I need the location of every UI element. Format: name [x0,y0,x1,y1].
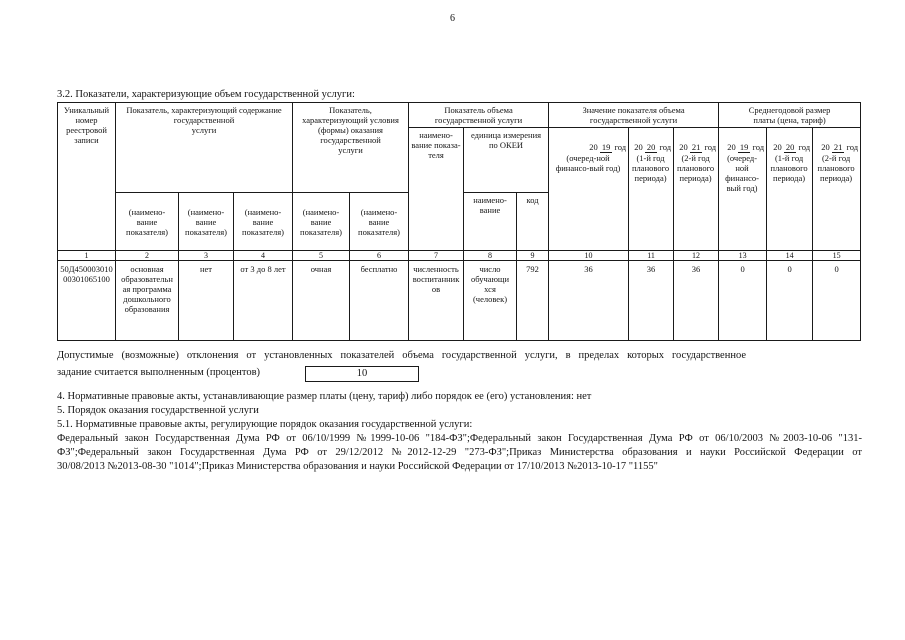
header-value-year-3 [674,128,719,251]
cell-value-year-2: 36 [629,261,674,341]
year-suffix: год [752,142,765,152]
page-number: 6 [450,13,455,24]
volume-indicators-table [57,102,861,341]
year-number: 19 [739,142,749,152]
year-number: 21 [833,142,843,152]
cell-unit-code: 792 [517,261,549,341]
year-number: 19 [601,142,611,152]
cell-value-year-3: 36 [674,261,719,341]
year-number: 21 [691,142,701,152]
year-label [720,142,764,153]
year-suffix: год [659,142,672,152]
header-value-year-2 [629,128,674,251]
cell-content-3: от 3 до 8 лет [234,261,293,341]
column-number: 11 [629,251,674,261]
year-suffix: год [704,142,717,152]
cell-fee-year-3: 0 [813,261,861,341]
column-number: 5 [293,251,350,261]
year-note: (1-й год планового периода) [770,153,808,183]
cell-volume-indicator: численность воспитанник ов [409,261,464,341]
header-conditions-indicator: Показатель, характеризующий условия (формы) оказания государственной услуги [293,103,409,193]
tolerance-value-box: 10 [305,366,419,382]
year-prefix: 20 [773,142,782,152]
year-suffix: год [846,142,859,152]
year-note: (очеред- ной финансо- вый год) [725,153,759,193]
laws-text-line-1: Федеральный закон Государственная Дума РФ от 06/10/1999 №1999-10-06 "184-ФЗ";Федеральный закон Государственная Дума РФ от 06/10/2003 №2003-10-06 "131- [57,433,862,444]
laws-text-line-3: 30/08/2013 №2013-08-30 "1014";Приказ Министерства образования и науки Российской Федерации от 17/10/2013 №2013-10-17 "1155" [57,461,658,472]
header-row-1 [58,103,861,128]
header-value-year-1 [549,128,629,251]
tolerance-text-line-2: задание считается выполненным (процентов) [57,367,261,378]
header-condition-name-1: (наимено- вание показателя) [293,193,350,251]
cell-value-year-1: 36 [549,261,629,341]
cell-fee-year-1: 0 [719,261,767,341]
header-okei-code: код [517,193,549,251]
column-number: 9 [517,251,549,261]
section-5-1-heading: 5.1. Нормативные правовые акты, регулирующие порядок оказания государственной услуги: [57,419,473,430]
year-number: 20 [646,142,656,152]
year-note: (1-й год планового периода) [632,153,670,183]
column-number: 3 [179,251,234,261]
header-volume-indicator: Показатель объема государственной услуги [409,103,549,128]
cell-fee-year-2: 0 [767,261,813,341]
cell-condition-2: бесплатно [350,261,409,341]
cell-content-2: нет [179,261,234,341]
header-fee-year-2 [767,128,813,251]
header-average-fee: Среднегодовой размер платы (цена, тариф) [719,103,861,128]
year-suffix: год [798,142,811,152]
cell-content-1: основная образовательн ая программа дошкольного образования [116,261,179,341]
year-prefix: 20 [727,142,736,152]
year-prefix: 20 [589,142,598,152]
year-label [814,142,858,153]
year-label [768,142,810,153]
header-okei-name: наимено- вание [464,193,517,251]
section-5-heading: 5. Порядок оказания государственной услуги [57,405,259,416]
year-prefix: 20 [634,142,643,152]
year-label [630,142,671,153]
column-number: 14 [767,251,813,261]
header-content-name-3: (наимено- вание показателя) [234,193,293,251]
year-note: (2-й год планового периода) [817,153,855,183]
column-numbers-row [58,251,861,261]
section-title: 3.2. Показатели, характеризующие объем государственной услуги: [57,89,355,100]
year-label [675,142,716,153]
year-note: (очеред-ной финансо-вый год) [555,153,621,173]
column-number: 6 [350,251,409,261]
cell-unit-name: число обучающи хся (человек) [464,261,517,341]
column-number: 10 [549,251,629,261]
year-prefix: 20 [821,142,830,152]
laws-text-line-2: ФЗ";Федеральный закон Государственная Дума РФ от 29/12/2012 №2012-12-29 "273-ФЗ";Приказ Министерства образования и науки Российской Федерации от [57,447,862,458]
header-volume-indicator-name: наимено- вание показа- теля [409,128,464,251]
header-fee-year-1 [719,128,767,251]
header-content-name-2: (наимено- вание показателя) [179,193,234,251]
column-number: 13 [719,251,767,261]
year-label [550,142,626,153]
column-number: 8 [464,251,517,261]
column-number: 2 [116,251,179,261]
header-condition-name-2: (наимено- вание показателя) [350,193,409,251]
header-okei-unit: единица измерения по ОКЕИ [464,128,549,193]
column-number: 15 [813,251,861,261]
column-number: 1 [58,251,116,261]
tolerance-text-line-1: Допустимые (возможные) отклонения от установленных показателей объема государственной услуги, в пределах которых государственное [57,350,746,361]
cell-condition-1: очная [293,261,350,341]
year-suffix: год [614,142,627,152]
cell-registry-number: 50Д450003010 00301065100 [58,261,116,341]
header-fee-year-3 [813,128,861,251]
year-note: (2-й год планового периода) [677,153,715,183]
column-number: 7 [409,251,464,261]
section-4-text: 4. Нормативные правовые акты, устанавливающие размер платы (цену, тариф) либо порядок ее (его) установления: нет [57,391,592,402]
column-number: 4 [234,251,293,261]
table-row [58,261,861,341]
year-prefix: 20 [679,142,688,152]
header-content-name-1: (наимено- вание показателя) [116,193,179,251]
year-number: 20 [785,142,795,152]
column-number: 12 [674,251,719,261]
header-volume-value: Значение показателя объема государственной услуги [549,103,719,128]
header-registry-record: Уникальный номер реестровой записи [58,103,116,251]
header-content-indicator: Показатель, характеризующий содержание государственной услуги [116,103,293,193]
